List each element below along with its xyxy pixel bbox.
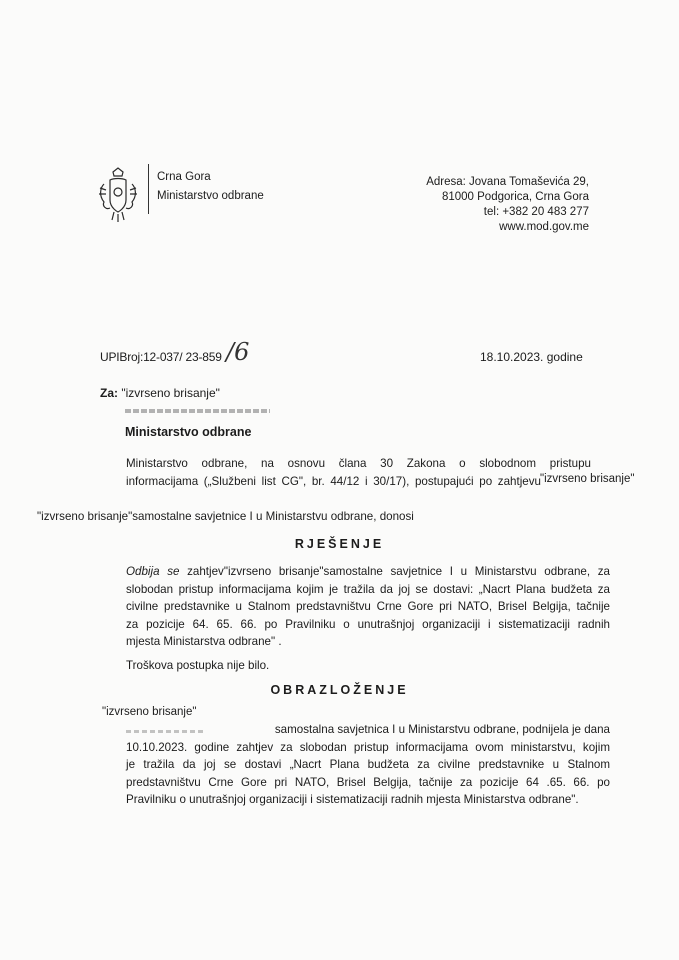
intro-line3 <box>37 508 477 526</box>
decision-italic: Odbija se <box>126 565 180 578</box>
intro-line3-text: samostalne savjetnice I u Ministarstvu odbrane, donosi <box>132 510 414 523</box>
ministry-name: Ministarstvo odbrane <box>157 190 264 202</box>
intro-line1: Ministarstvo odbrane, na osnovu člana 30 Zakona o slobodnom pristupu <box>126 457 591 470</box>
intro-redaction-tag: "izvrseno brisanje" <box>540 473 635 485</box>
upi-handwritten: /6 <box>226 338 250 366</box>
upi-number: UPIBroj:12-037/ 23-859 <box>100 350 222 364</box>
reasoning-body: samostalna savjetnica I u Ministarstvu odbrane, podnijela je dana 10.10.2023. godine zahtjev za slobodan pristup informacijama ovom ministarstvu, kojim je tražila da joj se dostavi „Nacrt Plana budžeta za civilne predstavnike u Stalnom predstavništvu Crne Gore pri NATO, Brisel Belgija, tačnije za pozicije 64 .65. 66. po Pravilniku o unutrašnjoj organizaciji i sistematizaciji radnih mjesta Ministarstva odbrane". <box>126 723 610 806</box>
address-city: 81000 Podgorica, Crna Gora <box>441 191 589 203</box>
recipient-line <box>100 386 220 400</box>
reasoning-redaction-tag: "izvrseno brisanje" <box>102 706 197 718</box>
reasoning-title: OBRAZLOŽENJE <box>270 683 409 697</box>
coat-of-arms-icon <box>96 166 140 224</box>
decision-body: Odbija se zahtjev"izvrseno brisanje"samostalne savjetnice I u Ministarstvu odbrane, za slobodan pristup informacijama kojim je tražila da joj se dostavi: „Nacrt Plana budžeta za civilne predstavnike u Stalnom predstavništvu Crne Gore pri NATO, Brisel Belgija, tačnije za pozicije 64. 65. 66. po Pravilniku o unutrašnjoj organizaciji i sistematizaciji radnih mjesta Ministarstva odbrane" . <box>126 565 610 648</box>
address-website[interactable]: www.mod.gov.me <box>499 221 589 233</box>
address-street: Adresa: Jovana Tomaševića 29, <box>426 176 589 188</box>
intro-line2: informacijama („Službeni list CG", br. 44/12 i 30/17), postupajući po zahtjevu <box>126 475 541 488</box>
redaction-mark <box>125 409 270 413</box>
intro-line3-tag: "izvrseno brisanje" <box>37 510 133 523</box>
document-date: 18.10.2023. godine <box>480 350 583 364</box>
header-divider <box>148 164 149 214</box>
decision-title: RJEŠENJE <box>294 537 385 551</box>
za-label: Za: <box>100 386 118 400</box>
recipient-org: Ministarstvo odbrane <box>125 425 252 439</box>
country-name: Crna Gora <box>157 171 211 183</box>
costs-line: Troškova postupka nije bilo. <box>126 659 270 672</box>
address-phone: tel: +382 20 483 277 <box>483 206 589 218</box>
recipient-redacted: "izvrseno brisanje" <box>121 386 220 400</box>
